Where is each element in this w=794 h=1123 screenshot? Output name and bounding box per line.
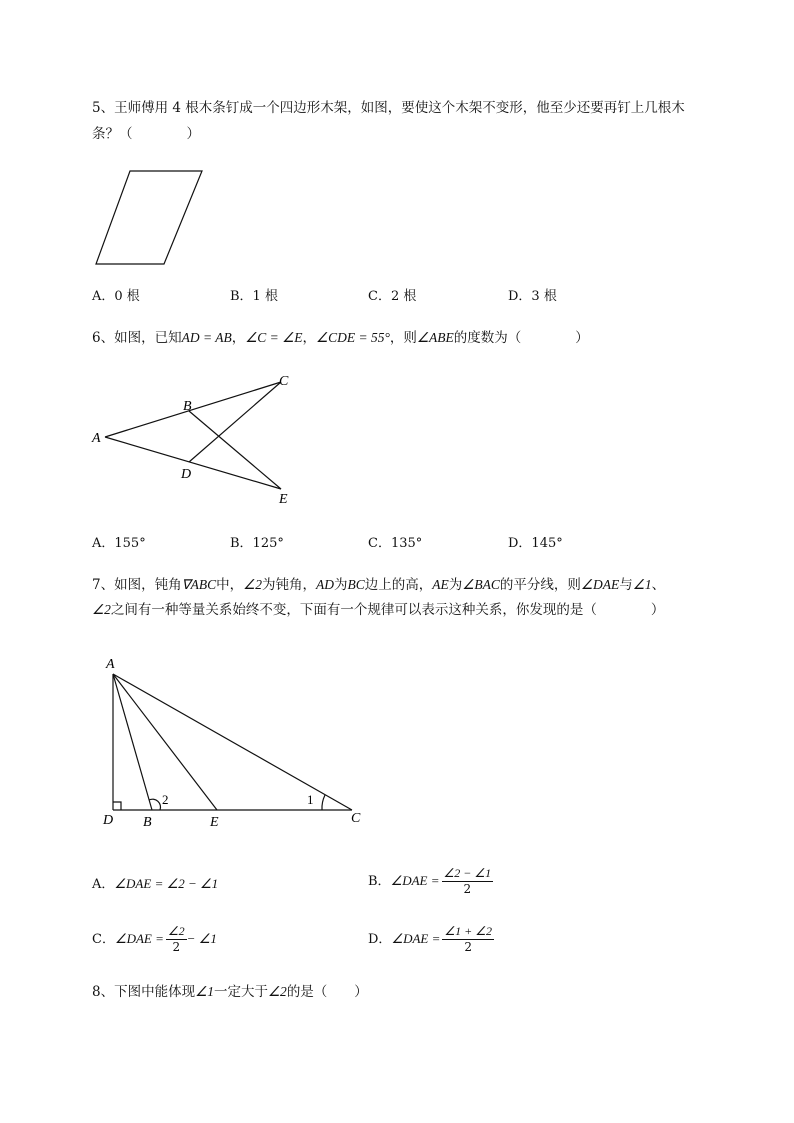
q7-option-b-fraction <box>442 866 494 897</box>
q6-sep2: ， <box>302 330 317 346</box>
q7-text-9: 、 <box>651 577 666 593</box>
q7-option-a[interactable] <box>92 875 218 894</box>
label-d: D <box>181 467 192 482</box>
q6-triangle-figure <box>85 370 305 510</box>
q7-option-b-lhs: ∠DAE = <box>390 873 440 888</box>
q6-target-angle: ∠ABE <box>416 330 454 345</box>
q7-segment-ad: AD <box>315 577 334 592</box>
label-e: E <box>210 815 219 830</box>
q7-text-7: 的平分线，则 <box>499 577 581 593</box>
q7-text-1: 7、如图，钝角 <box>92 577 182 593</box>
q6-sep1: ， <box>231 330 246 346</box>
q7-text-2: 中， <box>216 577 244 593</box>
q8-text-3: 的是（ ） <box>286 984 368 1000</box>
q5-option-c[interactable]: C．2 根 <box>368 289 417 304</box>
label-c: C <box>279 374 289 389</box>
q7-stem-line2 <box>92 598 664 622</box>
label-a: A <box>92 431 101 446</box>
q7-option-a-letter: A． <box>92 877 115 892</box>
q7-option-a-expr: ∠DAE = ∠2 − ∠1 <box>114 876 219 891</box>
q7-option-d-denominator: 2 <box>464 940 473 954</box>
q8-angle-1: ∠1 <box>195 984 214 999</box>
q7-option-b-letter: B． <box>368 874 391 889</box>
q7-text-3: 为钝角， <box>261 577 316 593</box>
label-e: E <box>279 492 288 507</box>
q7-segment-bc: BC <box>347 577 365 592</box>
q7-line2-angle-2: ∠2 <box>92 602 111 617</box>
q7-segment-ae: AE <box>432 577 449 592</box>
q7-option-d-lhs: ∠DAE = <box>391 931 441 946</box>
q7-angle-bac: ∠BAC <box>462 577 500 592</box>
label-b: B <box>183 399 192 414</box>
q7-angle-dae: ∠DAE <box>580 577 620 592</box>
q7-line2-text: 之间有一种等量关系始终不变，下面有一个规律可以表示这种关系，你发现的是（ ） <box>110 602 665 618</box>
q7-angle-1: ∠1 <box>632 577 652 592</box>
q6-stem <box>92 326 589 350</box>
q5-stem-line1: 5、王师傅用 4 根木条钉成一个四边形木架，如图，要使这个木架不变形，他至少还要再钉上几根木 <box>92 100 685 116</box>
segment-a-c <box>105 382 281 437</box>
q6-prefix: 6、如图，已知 <box>92 330 182 346</box>
q5-option-a[interactable]: A．0 根 <box>92 289 140 304</box>
q6-mid: ，则 <box>389 330 417 346</box>
q7-option-d-numerator: ∠1 + ∠2 <box>444 924 493 938</box>
q7-option-c-fraction <box>166 924 187 955</box>
q7-option-c[interactable] <box>92 924 217 955</box>
q7-option-d-letter: D． <box>368 932 392 947</box>
label-c: C <box>351 811 361 826</box>
q7-option-c-denominator: 2 <box>172 940 181 954</box>
q6-option-b[interactable]: B．125° <box>230 536 284 551</box>
q5-parallelogram-figure <box>90 165 210 270</box>
right-angle-mark <box>113 802 121 810</box>
q6-option-a[interactable]: A．155° <box>92 536 146 551</box>
q7-option-d[interactable] <box>368 924 494 955</box>
label-angle-1: 1 <box>307 792 314 807</box>
q6-suffix: 的度数为（ ） <box>453 330 589 346</box>
segment-a-c <box>113 674 352 810</box>
angle-1-arc <box>322 795 325 810</box>
q7-angle-2: ∠2 <box>243 577 262 592</box>
label-d: D <box>103 813 114 828</box>
label-angle-2: 2 <box>162 792 169 807</box>
q8-stem <box>92 980 368 1004</box>
q7-triangle-abc: ∇ABC <box>181 577 217 592</box>
parallelogram-shape <box>96 171 202 264</box>
q8-angle-2: ∠2 <box>267 984 287 999</box>
q8-text-1: 8、下图中能体现 <box>92 984 196 1000</box>
label-b: B <box>143 815 152 830</box>
q7-stem-line1 <box>92 573 665 597</box>
q6-condition-cde: ∠CDE = 55° <box>316 330 390 345</box>
q7-text-8: 与 <box>619 577 633 593</box>
q6-condition-ad-ab: AD = AB <box>181 330 232 345</box>
q7-text-4: 为 <box>333 577 348 593</box>
q6-condition-c-e: ∠C = ∠E <box>245 330 303 345</box>
q7-option-c-letter: C． <box>92 932 115 947</box>
q7-triangle-figure <box>95 650 375 835</box>
q7-option-b[interactable] <box>368 866 493 897</box>
q7-option-c-rest: − ∠1 <box>186 931 217 946</box>
q5-option-d[interactable]: D．3 根 <box>508 289 557 304</box>
q8-text-2: 一定大于 <box>213 984 268 1000</box>
segment-a-b <box>113 674 152 810</box>
label-a: A <box>106 657 115 672</box>
q7-option-d-fraction <box>442 924 494 955</box>
q6-option-c[interactable]: C．135° <box>368 536 423 551</box>
segment-a-e <box>105 437 281 489</box>
q7-option-c-numerator: ∠2 <box>167 924 185 938</box>
q7-option-c-lhs: ∠DAE = <box>114 931 164 946</box>
q7-text-5: 边上的高， <box>364 577 433 593</box>
q7-option-b-numerator: ∠2 − ∠1 <box>443 866 492 880</box>
q6-option-d[interactable]: D．145° <box>508 536 563 551</box>
segment-a-e <box>113 674 217 810</box>
q7-option-b-denominator: 2 <box>463 882 472 896</box>
q7-text-6: 为 <box>448 577 463 593</box>
q5-option-b[interactable]: B．1 根 <box>230 289 278 304</box>
q5-stem-line2: 条？（ ） <box>92 126 200 142</box>
